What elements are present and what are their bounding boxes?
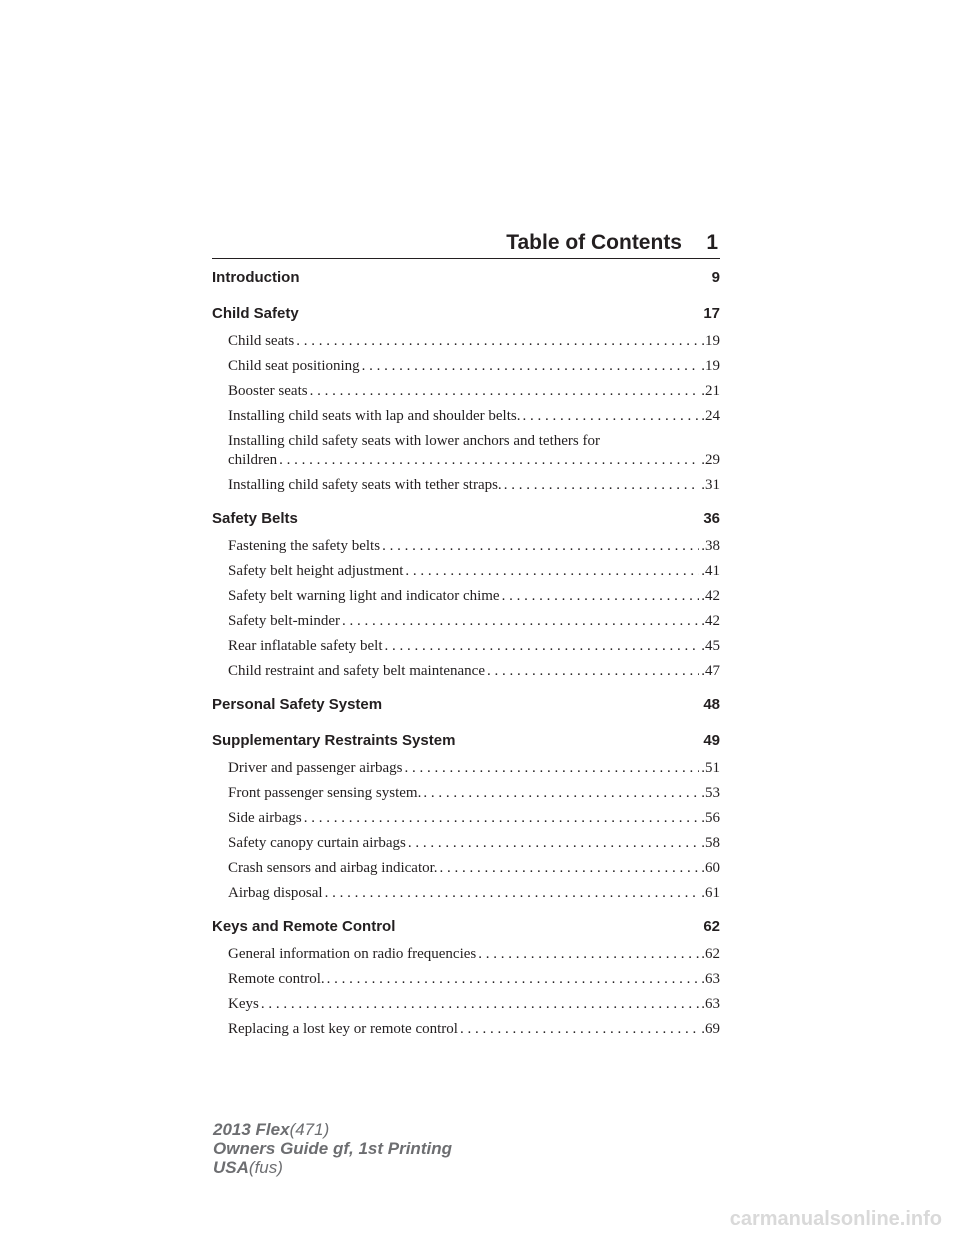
- dot-leader: [382, 537, 699, 556]
- toc-entry[interactable]: [228, 609, 720, 634]
- entry-label: Safety belt warning light and indicator chime: [228, 588, 500, 604]
- section-page: 36: [703, 510, 720, 527]
- section-title: Child Safety: [212, 305, 299, 322]
- section-page: 17: [703, 305, 720, 322]
- entry-page: .19: [701, 358, 720, 374]
- entry-label: Child restraint and safety belt maintenance: [228, 663, 485, 679]
- entry-page: .19: [701, 333, 720, 349]
- entry-page: .29: [701, 452, 720, 468]
- section-page: 49: [703, 732, 720, 749]
- entry-page: .63: [701, 971, 720, 987]
- footer-market-code: (fus): [248, 1158, 283, 1177]
- entry-label: Front passenger sensing system.: [228, 785, 422, 801]
- dot-leader: [405, 759, 700, 778]
- footer-model-code: (471): [289, 1120, 330, 1139]
- dot-leader: [460, 1020, 699, 1039]
- section-title: Introduction: [212, 269, 300, 286]
- toc-entry[interactable]: [228, 329, 720, 354]
- page-number: 1: [706, 231, 718, 254]
- entry-page: .38: [701, 538, 720, 554]
- entry-label: Installing child seats with lap and shoulder belts.: [228, 408, 521, 424]
- entry-label: Rear inflatable safety belt: [228, 638, 383, 654]
- entry-page: .45: [701, 638, 720, 654]
- entry-page: .51: [701, 760, 720, 776]
- toc-entry[interactable]: [228, 379, 720, 404]
- entry-label: Side airbags: [228, 810, 302, 826]
- entry-page: .56: [701, 810, 720, 826]
- entry-label: Remote control.: [228, 971, 325, 987]
- toc-entry[interactable]: [228, 473, 720, 498]
- toc-section[interactable]: [212, 690, 720, 720]
- dot-leader: [423, 784, 699, 803]
- toc-entry[interactable]: [228, 584, 720, 609]
- entry-page: .31: [701, 477, 720, 493]
- toc-entry[interactable]: [228, 856, 720, 881]
- entry-page: .53: [701, 785, 720, 801]
- toc-entry[interactable]: [228, 831, 720, 856]
- entry-page: .60: [701, 860, 720, 876]
- dot-leader: [487, 662, 699, 681]
- entry-label: Replacing a lost key or remote control: [228, 1021, 458, 1037]
- dot-leader: [385, 637, 700, 656]
- entry-label-continued: children: [228, 452, 278, 468]
- entry-label: Child seat positioning: [228, 358, 360, 374]
- dot-leader: [408, 834, 699, 853]
- toc-entry[interactable]: [228, 559, 720, 584]
- entry-label: Airbag disposal: [228, 885, 323, 901]
- entry-label: Child seats: [228, 333, 295, 349]
- page-title: Table of Contents: [506, 231, 682, 254]
- toc-section[interactable]: [212, 263, 720, 293]
- toc-entry[interactable]: [228, 781, 720, 806]
- dot-leader: [342, 612, 699, 631]
- entry-label: Keys: [228, 996, 259, 1012]
- print-footer: [213, 1120, 452, 1177]
- entry-page: .58: [701, 835, 720, 851]
- toc-section[interactable]: [212, 726, 720, 756]
- section-title: Supplementary Restraints System: [212, 732, 456, 749]
- dot-leader: [279, 451, 699, 470]
- table-of-contents: [212, 263, 720, 1042]
- entry-label: Installing child safety seats with lower anchors and tethers for: [228, 433, 600, 449]
- entry-page: .24: [701, 408, 720, 424]
- dot-leader: [405, 562, 699, 581]
- dot-leader: [310, 382, 700, 401]
- dot-leader: [522, 407, 699, 426]
- entry-label: Safety belt height adjustment: [228, 563, 404, 579]
- entry-page: .42: [701, 588, 720, 604]
- entry-page: .63: [701, 996, 720, 1012]
- footer-model: 2013 Flex: [213, 1120, 290, 1139]
- toc-section[interactable]: [212, 912, 720, 942]
- watermark: carmanualsonline.info: [729, 1208, 942, 1230]
- entry-page: .61: [701, 885, 720, 901]
- page-header: [212, 228, 720, 259]
- entry-label: Fastening the safety belts: [228, 538, 381, 554]
- toc-entry[interactable]: [228, 659, 720, 684]
- footer-market: USA: [213, 1158, 249, 1177]
- dot-leader: [502, 587, 700, 606]
- entry-label: Booster seats: [228, 383, 308, 399]
- dot-leader: [304, 809, 700, 828]
- dot-leader: [296, 332, 699, 351]
- dot-leader: [325, 884, 700, 903]
- footer-guide: Owners Guide gf, 1st Printing: [213, 1139, 452, 1158]
- entry-label: Safety belt-minder: [228, 613, 341, 629]
- toc-section[interactable]: [212, 299, 720, 329]
- toc-entry[interactable]: [228, 992, 720, 1017]
- dot-leader: [362, 357, 700, 376]
- section-title: Safety Belts: [212, 510, 298, 527]
- dot-leader: [261, 995, 699, 1014]
- toc-entry[interactable]: [228, 404, 720, 429]
- entry-label: Safety canopy curtain airbags: [228, 835, 406, 851]
- toc-entry[interactable]: [228, 354, 720, 379]
- entry-label: Driver and passenger airbags: [228, 760, 403, 776]
- toc-entry[interactable]: [228, 1017, 720, 1042]
- dot-leader: [327, 970, 700, 989]
- toc-entry[interactable]: [228, 634, 720, 659]
- toc-entry[interactable]: [228, 806, 720, 831]
- dot-leader: [478, 945, 699, 964]
- section-page: 62: [703, 918, 720, 935]
- section-page: 9: [711, 269, 720, 286]
- dot-leader: [504, 476, 700, 495]
- toc-entry[interactable]: [228, 756, 720, 781]
- section-title: Keys and Remote Control: [212, 918, 396, 935]
- section-title: Personal Safety System: [212, 696, 383, 713]
- dot-leader: [440, 859, 700, 878]
- toc-entry[interactable]: [228, 967, 720, 992]
- entry-page: .69: [701, 1021, 720, 1037]
- entry-label: General information on radio frequencies: [228, 946, 477, 962]
- entry-label: Installing child safety seats with tether straps.: [228, 477, 502, 493]
- entry-page: .41: [701, 563, 720, 579]
- toc-entry[interactable]: [228, 429, 720, 473]
- toc-entry[interactable]: [228, 942, 720, 967]
- toc-section[interactable]: [212, 504, 720, 534]
- entry-page: .62: [701, 946, 720, 962]
- entry-page: .21: [701, 383, 720, 399]
- entry-label: Crash sensors and airbag indicator.: [228, 860, 438, 876]
- toc-entry[interactable]: [228, 881, 720, 906]
- entry-page: .47: [701, 663, 720, 679]
- toc-entry[interactable]: [228, 534, 720, 559]
- section-page: 48: [703, 696, 720, 713]
- entry-page: .42: [701, 613, 720, 629]
